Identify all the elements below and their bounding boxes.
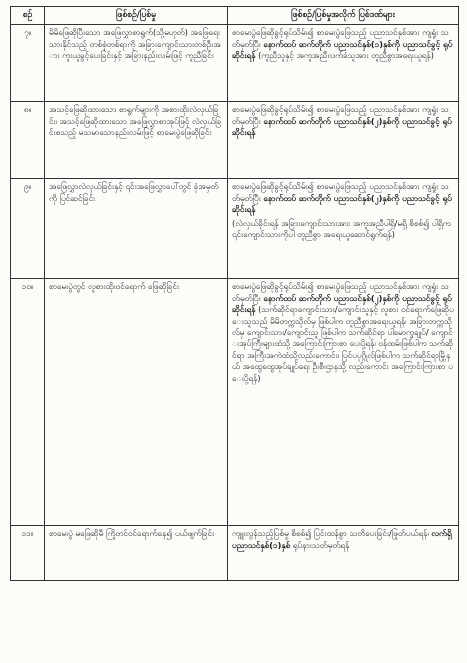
row-violation: စာမေးပွဲတွင် လူစားထိုးဝင်ရောက် ဖြေဆိုခြင်း xyxy=(45,279,228,526)
action-text-tail: (သက်ဆိုင်ရာကျောင်းသား/ကျောင်းသူနှင့် လူစား ဝင်ရောက်ဖြေဆိုပေးသူသည် မိမိတက္ကသိုလ်မှ ဖြစ်ပါက တူညီစွာအရေးယူရန်၊ အခြားတက္ကသိုလ်မှ ကျောင်းသား/ကျောင်းသူ ဖြစ်ပါက သက်ဆိုင်ရာ ပါမောက္ခချုပ်/ ကျောင်းအုပ်ကြီးများထံသို့ အကြောင်းကြားစာ ပေးပို့ရန်၊ ဝန်ထမ်းဖြစ်ပါက သက်ဆိုင်ရာ အကြီးအကဲထံသို့လည်းကောင်း၊ ပြင်ပပုဂ္ဂိုလ်ဖြစ်ပါက သက်ဆိုင်ရာမြို့နယ် အထွေထွေအုပ်ချုပ်ရေး ဦးစီးဌာနသို့ လည်းကောင်း အကြောင်းကြားစာ ပေးပို့ရန်) xyxy=(232,304,454,383)
table-row xyxy=(11,526,459,581)
table-header-row xyxy=(11,7,459,25)
row-number: ၈။ xyxy=(11,102,45,179)
header-violation: ဖြစ်စဉ်/ပြစ်မှု xyxy=(45,7,228,25)
table-row xyxy=(11,25,459,102)
row-violation: အသင့်ဖြေဆိုထားသော စာရွက်များကို အစားထိုးလဲလှယ်ခြင်း၊ အသင့်ဖြေဆိုထားသော အဖြေလွှာစာအုပ်ဖြင့် လဲလှယ်ခြင်းစသည့် မသမာသောနည်းလမ်းဖြင့် စာမေးပွဲဖြေဆိုခြင်း xyxy=(45,102,228,179)
row-violation: မိမိဖြေဆိုပြီးသော အဖြေလွှာစာရွက်(သို့မဟုတ်) အဖြေရေးသားနိုင်သည့် တစ်စုံတစ်ရာကို အခြားကျောင်းသားတစ်ဦးအား ကူးယူခွင့်ပေးခြင်းနှင့် အခြားနည်းလမ်းဖြင့် ကူညီခြင်း xyxy=(45,25,228,102)
action-text-bold: နောက်ထပ် ဆက်တိုက် ပညာသင်နှစ်(၁)နှစ်ကို ပညာသင်ခွင့် ရုပ်ဆိုင်းရန် xyxy=(232,38,453,61)
row-action xyxy=(228,526,459,581)
row-number: ၁၁။ xyxy=(11,526,45,581)
table-row xyxy=(11,179,459,279)
row-action xyxy=(228,25,459,102)
action-text: စာမေးပွဲဖြေဆိုခွင့်ရုပ်သိမ်း၍ စာမေးပွဲဖြေသည့် ပညာသင်နှစ်အား ကျရှုံး သတ်မှတ်ပြီး xyxy=(232,104,449,126)
action-text: စာမေးပွဲဖြေဆိုခွင့်ရုပ်သိမ်း၍ စာမေးပွဲဖြေသည့် ပညာသင်နှစ်အား ကျရှုံး သတ်မှတ်ပြီး xyxy=(232,27,449,49)
row-action xyxy=(228,102,459,179)
penalty-table xyxy=(10,6,459,581)
row-number: ၉။ xyxy=(11,179,45,279)
table-row xyxy=(11,279,459,526)
row-number: ၁၀။ xyxy=(11,279,45,526)
row-action xyxy=(228,179,459,279)
action-text: ကျူးလွန်သည့်ပြစ်မှု စိစစ်၍ ပြင်းထန်စွာ သတိပေးခြင်း/ဖြုတ်ပယ်ရန်၊ xyxy=(232,528,432,539)
header-action: ဖြစ်စဉ်/ပြစ်မှုအလိုက် ပြစ်ဒဏ်များ xyxy=(228,7,459,25)
header-no: စဉ် xyxy=(11,7,45,25)
action-text-bold: နောက်ထပ် ဆက်တိုက် ပညာသင်နှစ်(၂)နှစ်ကို ပညာသင်ခွင့် ရုပ်ဆိုင်းရန် xyxy=(232,292,452,315)
action-text-tail: (ကူညီသူနှင့် အကူအညီလက်ခံသူအား တူညီစွာအရေးယူရန်) xyxy=(255,50,434,61)
action-text: စာမေးပွဲဖြေဆိုခွင့်ရုပ်သိမ်း၍ စာမေးပွဲဖြေသည့် ပညာသင်နှစ်အား ကျရှုံး သတ်မှတ်ပြီး xyxy=(232,181,449,203)
action-text-bold: နောက်ထပ် ဆက်တိုက် ပညာသင်နှစ်(၂)နှစ်ကို ပညာသင်ခွင့် ရုပ်ဆိုင်းရန် xyxy=(232,192,452,215)
row-violation: စာမေးပွဲ မဖြေဆိုမီ ကြိုတင်ဝင်ရောက်နေ၍ ပယ်ဖျက်ခြင်း xyxy=(45,526,228,581)
action-text: စာမေးပွဲဖြေဆိုခွင့်ရုပ်သိမ်း၍ စာမေးပွဲဖြေသည့် ပညာသင်နှစ်အား ကျရှုံး သတ်မှတ်ပြီး xyxy=(232,281,449,303)
page xyxy=(10,6,458,581)
row-violation: အဖြေလွှာလဲလှယ်ခြင်းနှင့် ၎င်းအဖြေလွှာပေါ်တွင် ခုံအမှတ်ကို ပြင်ဆင်ခြင်း xyxy=(45,179,228,279)
action-note: (လဲလှယ်ခိုင်းရန် အခြားကျောင်းသားအား အကူအညီပါရှိ/မရှိ စိစစ်၍ ပါရှိက ၎င်းကျောင်းသားကိုပါ တူညီစွာ အရေးယူဆောင်ရွက်ရန်) xyxy=(232,217,451,240)
table-row xyxy=(11,102,459,179)
row-number: ၇။ xyxy=(11,25,45,102)
action-text-tail: ရုပ်နားသတ်မှတ်ရန် xyxy=(290,539,350,550)
action-text-bold: လက်ရှိ ပညာသင်နှစ်(၁)နှစ် xyxy=(232,528,452,550)
action-text-bold: နောက်ထပ် ဆက်တိုက် ပညာသင်နှစ်(၂)နှစ်ကို ပညာသင်ခွင့် ရုပ်ဆိုင်းရန် xyxy=(232,115,452,138)
row-action xyxy=(228,279,459,526)
